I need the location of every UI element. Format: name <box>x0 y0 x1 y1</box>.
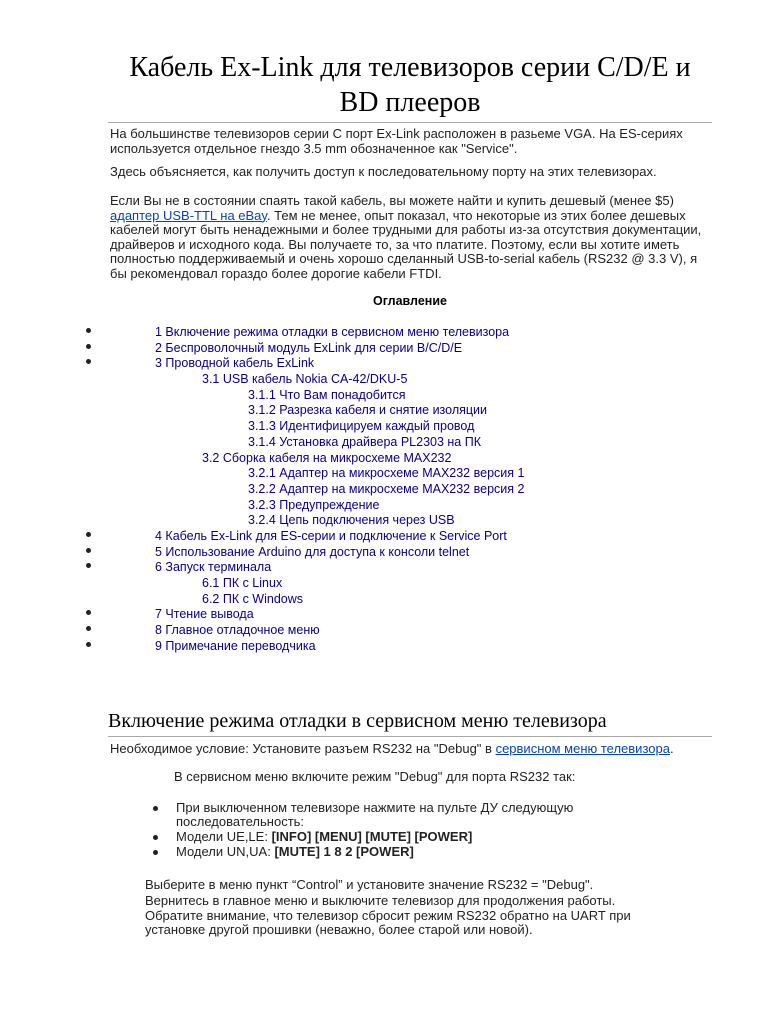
table-of-contents <box>0 324 768 653</box>
intro-paragraph-2: Здесь объясняется, как получить доступ к последовательному порту на этих телевизорах. <box>110 164 657 179</box>
toc-item[interactable] <box>0 418 768 434</box>
section-heading-debug-mode: Включение режима отладки в сервисном меню телевизора <box>108 709 712 737</box>
toc-item[interactable] <box>0 387 768 403</box>
toc-item[interactable] <box>0 622 768 638</box>
toc-item-label[interactable]: 3.2.3 Предупреждение <box>248 497 380 512</box>
toc-item-label[interactable]: 3.1.1 Что Вам понадобится <box>248 387 406 402</box>
prerequisite-after-link: . <box>669 741 674 756</box>
toc-item[interactable] <box>0 371 768 387</box>
instruction-text: В сервисном меню включите режим "Debug" для порта RS232 так: <box>174 769 576 784</box>
list-item-text: Модели UN,UA: <box>176 844 275 859</box>
toc-item[interactable] <box>0 481 768 497</box>
toc-item-label[interactable]: 7 Чтение вывода <box>155 607 254 622</box>
toc-item[interactable] <box>0 606 768 622</box>
bullet-icon <box>153 806 158 811</box>
control-paragraph: Выберите в меню пункт “Control” и установите значение RS232 = "Debug". <box>145 877 594 892</box>
bullet-icon <box>86 626 91 631</box>
bullet-icon <box>86 328 91 333</box>
remote-key-sequence: [MUTE] 1 8 2 [POWER] <box>274 844 414 859</box>
toc-item-label[interactable]: 2 Беспроволочный модуль ExLink для серии B/C/D/E <box>155 340 463 355</box>
prerequisite-before-link: Необходимое условие: Установите разъем RS232 на "Debug" в <box>110 741 496 756</box>
toc-item[interactable] <box>0 638 768 654</box>
intro-text-after-link: . Тем не менее, опыт показал, что некоторые из этих более дешевых кабелей могут быть ненадежными и более трудными для работы из-за отсутствия документации, драйверов и исходного кода. Вы получаете то, за что платите. Поэтому, если вы хотите иметь полностью поддерживаемый и очень хорошо сделанный USB-to-serial кабель (RS232 @ 3.3 V), я бы рекомендовал гораздо более дорогие кабели FTDI. <box>110 207 702 281</box>
service-menu-link[interactable]: сервисном меню телевизора <box>495 741 670 756</box>
toc-item-label[interactable]: 3.1.3 Идентифицируем каждый провод <box>248 419 475 434</box>
bullet-icon <box>153 835 158 840</box>
toc-item[interactable] <box>0 434 768 450</box>
bullet-icon <box>86 642 91 647</box>
toc-item[interactable] <box>0 497 768 513</box>
toc-item-label[interactable]: 9 Примечание переводчика <box>155 638 316 653</box>
toc-item-label[interactable]: 6.2 ПК с Windows <box>202 591 304 606</box>
toc-item-label[interactable]: 3 Проводной кабель ExLink <box>155 356 315 371</box>
toc-item-label[interactable]: 3.2.1 Адаптер на микросхеме MAX232 версия 1 <box>248 466 525 481</box>
return-paragraph: Вернитесь в главное меню и выключите телевизор для продолжения работы. Обратите внимание, что телевизор сбросит режим RS232 обратно на UART при установке другой прошивки (неважно, более старой или новой). <box>145 893 631 937</box>
bullet-icon <box>86 563 91 568</box>
list-item-text: Модели UE,LE: <box>176 829 272 844</box>
toc-item[interactable] <box>0 512 768 528</box>
list-item <box>0 801 656 829</box>
remote-sequence-list <box>0 801 768 860</box>
bullet-icon <box>86 610 91 615</box>
toc-item-label[interactable]: 3.2.2 Адаптер на микросхеме MAX232 версия 2 <box>248 481 525 496</box>
prerequisite-text <box>110 742 710 757</box>
intro-paragraph-1: На большинстве телевизоров серии С порт Ex-Link расположен в разьеме VGA. На ES-сериях используется отдельное гнездо 3.5 mm обозначенное как "Service". <box>110 126 683 156</box>
list-item <box>0 830 656 844</box>
toc-item-label[interactable]: 5 Использование Arduino для доступа к консоли telnet <box>155 544 470 559</box>
page-title: Кабель Ex-Link для телевизоров серии C/D/E и BD плееров <box>108 50 712 123</box>
bullet-icon <box>86 344 91 349</box>
list-item-text: При выключенном телевизоре нажмите на пульте ДУ следующую последовательность: <box>176 800 574 829</box>
bullet-icon <box>153 850 158 855</box>
bullet-icon <box>86 359 91 364</box>
remote-key-sequence: [INFO] [MENU] [MUTE] [POWER] <box>271 829 473 844</box>
toc-item[interactable] <box>0 544 768 560</box>
toc-item-label[interactable]: 8 Главное отладочное меню <box>155 623 320 638</box>
toc-item-label[interactable]: 3.1.2 Разрезка кабеля и снятие изоляции <box>248 403 488 418</box>
toc-item[interactable] <box>0 355 768 371</box>
toc-item-label[interactable]: 1 Включение режима отладки в сервисном меню телевизора <box>155 325 510 339</box>
toc-item[interactable] <box>0 465 768 481</box>
intro-paragraph-3 <box>110 194 710 281</box>
toc-item[interactable] <box>0 559 768 575</box>
toc-item[interactable] <box>0 324 768 340</box>
toc-item-label[interactable]: 3.2.4 Цепь подключения через USB <box>248 513 455 528</box>
toc-item[interactable] <box>0 528 768 544</box>
bullet-icon <box>86 548 91 553</box>
toc-title: Оглавление <box>373 294 447 308</box>
toc-item-label[interactable]: 3.1.4 Установка драйвера PL2303 на ПК <box>248 434 482 449</box>
toc-item-label[interactable]: 6 Запуск терминала <box>155 560 272 575</box>
toc-item-label[interactable]: 3.2 Сборка кабеля на микросхеме MAX232 <box>202 450 452 465</box>
toc-item[interactable] <box>0 402 768 418</box>
toc-item-label[interactable]: 6.1 ПК с Linux <box>202 576 283 590</box>
toc-item[interactable] <box>0 450 768 466</box>
list-item <box>0 845 656 859</box>
bullet-icon <box>86 532 91 537</box>
ebay-adapter-link[interactable]: адаптер USB-TTL на eBay <box>110 207 267 223</box>
toc-item[interactable] <box>0 591 768 607</box>
toc-item[interactable] <box>0 575 768 591</box>
toc-item-label[interactable]: 4 Кабель Ex-Link для ES-серии и подключение к Service Port <box>155 528 507 543</box>
intro-text-before-link: Если Вы не в состоянии спаять такой кабель, вы можете найти и купить дешевый (менее $5) <box>110 193 674 208</box>
toc-item[interactable] <box>0 340 768 356</box>
toc-item-label[interactable]: 3.1 USB кабель Nokia CA-42/DKU-5 <box>202 372 408 387</box>
